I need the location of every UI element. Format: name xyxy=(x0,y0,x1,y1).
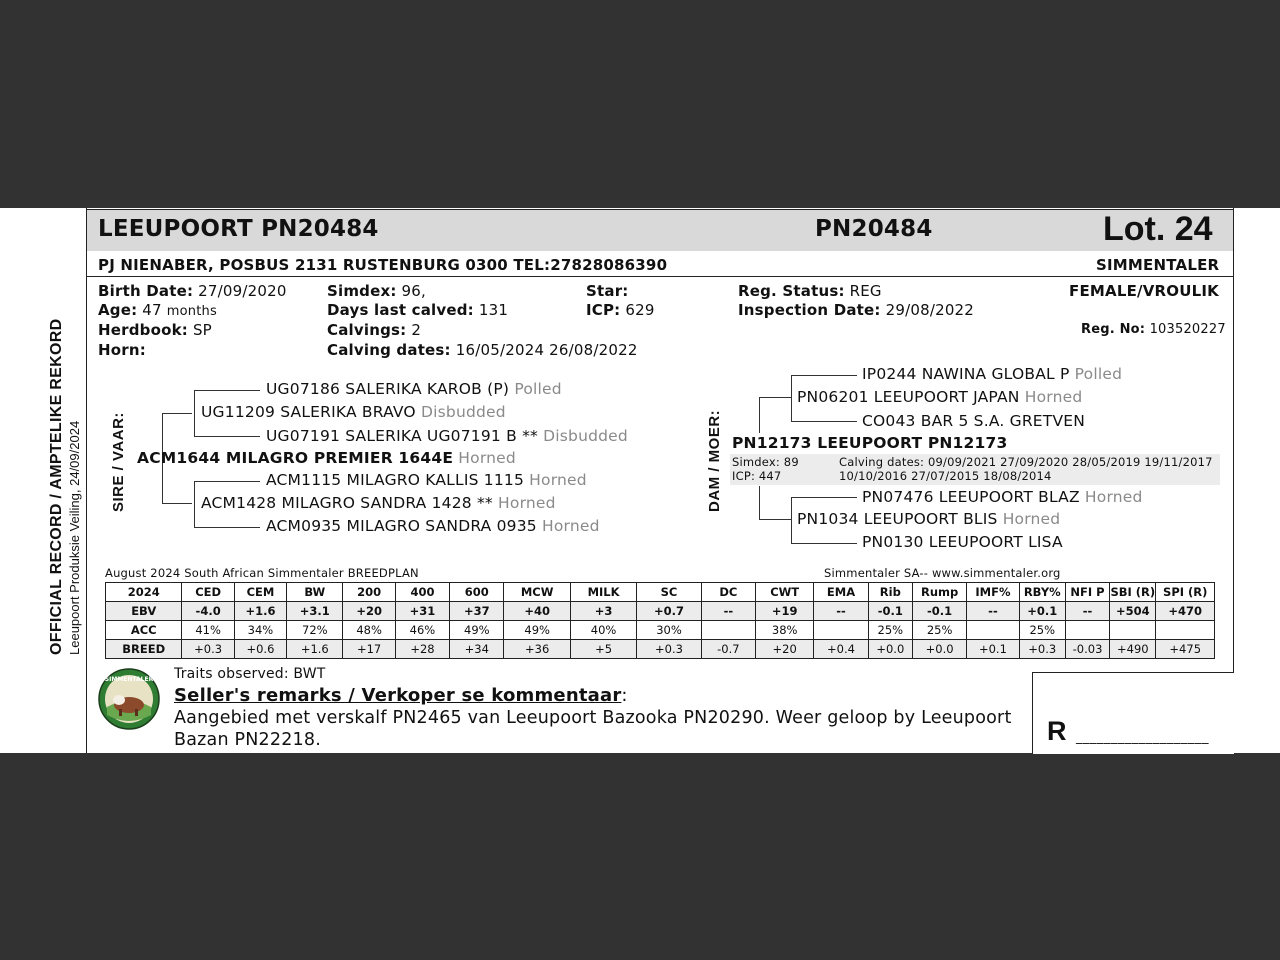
remarks-text-line2: Bazan PN22218. xyxy=(174,730,321,750)
sire-dam-branch-line xyxy=(194,481,195,528)
sire-dam: ACM1428 MILAGRO SANDRA 1428 ** Horned xyxy=(201,494,556,512)
ebv-header-row xyxy=(106,583,1215,602)
dam-label: DAM / MOER: xyxy=(706,409,723,512)
svg-text:SIMMENTALER: SIMMENTALER xyxy=(104,676,154,683)
birth-date xyxy=(98,282,287,300)
price-line[interactable]: ___________________ xyxy=(1076,730,1209,745)
ebv-cell: 30% xyxy=(637,621,701,640)
ebv-cell: +1.6 xyxy=(234,602,286,621)
ebv-cell: 34% xyxy=(234,621,286,640)
age-label: Age: xyxy=(98,301,138,319)
ebv-cell: -0.1 xyxy=(868,602,912,621)
ebv-cell: 49% xyxy=(450,621,504,640)
calvings xyxy=(327,321,421,339)
dam-dam-sire: PN07476 LEEUPOORT BLAZ Horned xyxy=(862,488,1143,506)
reg-status xyxy=(738,282,882,300)
owner-address: PJ NIENABER, POSBUS 2131 RUSTENBURG 0300 TEL:27828086390 xyxy=(98,256,668,274)
ebv-header-cell: CWT xyxy=(756,583,814,602)
horn-label: Horn: xyxy=(98,341,146,359)
sire-sire-sire: UG07186 SALERIKA KAROB (P) Polled xyxy=(266,380,562,398)
simdex-label: Simdex: xyxy=(327,282,397,300)
ebv-header-cell: RBY% xyxy=(1019,583,1065,602)
sire-sire-dam: UG07191 SALERIKA UG07191 B ** Disbudded xyxy=(266,427,628,445)
ebv-cell xyxy=(814,621,868,640)
dam-icp: ICP: 447 xyxy=(732,469,782,483)
ebv-header-cell: 600 xyxy=(450,583,504,602)
ebv-cell: +37 xyxy=(450,602,504,621)
reg-number-value: 103520227 xyxy=(1149,322,1226,337)
ebv-table xyxy=(105,582,1215,659)
dam-branch-line xyxy=(759,397,791,398)
animal-name: LEEUPOORT PN20484 xyxy=(98,216,379,242)
dam-sire: PN06201 LEEUPOORT JAPAN Horned xyxy=(797,388,1083,406)
ebv-cell: +20 xyxy=(343,602,395,621)
ebv-cell: +504 xyxy=(1110,602,1156,621)
sire-dam-dam: ACM0935 MILAGRO SANDRA 0935 Horned xyxy=(266,517,600,535)
ebv-cell: 48% xyxy=(343,621,395,640)
ebv-cell: 25% xyxy=(1019,621,1065,640)
ebv-cell: +0.7 xyxy=(637,602,701,621)
ebv-cell: +0.1 xyxy=(1019,602,1065,621)
dam-sire-dam: CO043 BAR 5 S.A. GRETVEN xyxy=(862,412,1086,430)
simdex xyxy=(327,282,426,300)
ebv-cell: -- xyxy=(1065,602,1109,621)
ebv-header-cell: CED xyxy=(182,583,234,602)
ebv-cell: +0.0 xyxy=(868,640,912,659)
sire-dam-sire: ACM1115 MILAGRO KALLIS 1115 Horned xyxy=(266,471,587,489)
dam-sire-sire: IP0244 NAWINA GLOBAL P Polled xyxy=(862,365,1123,383)
herdbook-label: Herdbook: xyxy=(98,321,188,339)
ebv-cell xyxy=(1156,621,1215,640)
sire-sire: UG11209 SALERIKA BRAVO Disbudded xyxy=(201,403,506,421)
dam-branch-line xyxy=(759,486,760,520)
remarks-title: Seller's remarks / Verkoper se kommentaar xyxy=(174,685,622,706)
ebv-cell: -- xyxy=(967,602,1019,621)
dam-sire-branch-line xyxy=(791,375,792,422)
sire-sire-branch-line xyxy=(194,390,260,391)
birth-date-value: 27/09/2020 xyxy=(198,282,287,300)
dam-dam: PN1034 LEEUPOORT BLIS Horned xyxy=(797,510,1061,528)
sire-dam-branch-line xyxy=(194,481,260,482)
breedplan-source: August 2024 South African Simmentaler BREEDPLAN xyxy=(105,566,419,580)
ebv-cell: +3 xyxy=(570,602,636,621)
official-record-title: OFFICIAL RECORD / AMPTELIKE REKORD xyxy=(48,318,65,655)
simdex-value: 96, xyxy=(401,282,426,300)
birth-date-label: Birth Date: xyxy=(98,282,194,300)
ebv-cell: +0.6 xyxy=(234,640,286,659)
ebv-cell: +0.4 xyxy=(814,640,868,659)
dam-branch-line xyxy=(759,519,791,520)
remarks-colon: : xyxy=(621,685,628,706)
dam-calving-dates-cont: 10/10/2016 27/07/2015 18/08/2014 xyxy=(839,469,1052,483)
ebv-cell: +19 xyxy=(756,602,814,621)
dam-sire-branch-line xyxy=(791,375,857,376)
ebv-cell: +470 xyxy=(1156,602,1215,621)
ebv-header-cell: CEM xyxy=(234,583,286,602)
ebv-cell: +5 xyxy=(570,640,636,659)
ebv-cell: 25% xyxy=(868,621,912,640)
auction-name: Leeupoort Produksie Veiling, 24/09/2024 xyxy=(67,420,82,655)
star-label: Star: xyxy=(586,282,629,300)
breed-row xyxy=(106,640,1215,659)
ebv-cell: +17 xyxy=(343,640,395,659)
ebv-cell: 41% xyxy=(182,621,234,640)
ebv-cell: -4.0 xyxy=(182,602,234,621)
ebv-cell: 38% xyxy=(756,621,814,640)
ebv-header-cell: Rib xyxy=(868,583,912,602)
ebv-row xyxy=(106,602,1215,621)
herdbook xyxy=(98,321,212,339)
ebv-cell: +0.3 xyxy=(637,640,701,659)
ebv-header-cell: 400 xyxy=(395,583,449,602)
ebv-cell: -0.03 xyxy=(1065,640,1109,659)
reg-status-label: Reg. Status: xyxy=(738,282,845,300)
ebv-header-cell: SPI (R) xyxy=(1156,583,1215,602)
reg-number xyxy=(1081,322,1226,337)
ebv-header-cell: Rump xyxy=(912,583,966,602)
price-currency: R xyxy=(1047,716,1067,746)
breedplan-site: Simmentaler SA-- www.simmentaler.org xyxy=(824,566,1061,580)
ebv-header-cell: DC xyxy=(701,583,755,602)
icp-label: ICP: xyxy=(586,301,621,319)
sire-dam-branch-line xyxy=(194,527,260,528)
ebv-cell: +3.1 xyxy=(287,602,343,621)
dam-sire-branch-line xyxy=(791,421,857,422)
lot-number: Lot. 24 xyxy=(1103,210,1213,248)
days-last-calved-label: Days last calved: xyxy=(327,301,474,319)
ebv-cell: +0.0 xyxy=(912,640,966,659)
age-value: 47 xyxy=(142,301,162,319)
calvings-value: 2 xyxy=(411,321,422,339)
ebv-header-cell: MILK xyxy=(570,583,636,602)
ebv-cell xyxy=(1110,621,1156,640)
remarks-heading xyxy=(174,685,628,706)
dam-dam-branch-line xyxy=(791,543,857,544)
ebv-cell: +34 xyxy=(450,640,504,659)
ebv-cell: +490 xyxy=(1110,640,1156,659)
dam-dam-branch-line xyxy=(791,497,857,498)
ebv-row-label: EBV xyxy=(106,602,182,621)
ebv-cell: +31 xyxy=(395,602,449,621)
ebv-cell: -- xyxy=(701,602,755,621)
reg-number-label: Reg. No: xyxy=(1081,322,1146,337)
sex: FEMALE/VROULIK xyxy=(1069,282,1219,300)
ebv-cell: 46% xyxy=(395,621,449,640)
ebv-cell: 49% xyxy=(504,621,570,640)
ebv-cell: -- xyxy=(814,602,868,621)
ebv-header-cell: BW xyxy=(287,583,343,602)
ebv-header-cell: 200 xyxy=(343,583,395,602)
ebv-cell: -0.1 xyxy=(912,602,966,621)
traits-observed: Traits observed: BWT xyxy=(174,666,326,682)
sire-sire-branch-line xyxy=(194,436,260,437)
ebv-cell: -0.7 xyxy=(701,640,755,659)
ebv-row-label: BREED xyxy=(106,640,182,659)
sire-branch-line xyxy=(162,413,192,414)
official-record-label xyxy=(48,319,82,655)
calving-dates-value: 16/05/2024 26/08/2022 xyxy=(455,341,638,359)
ebv-cell: 25% xyxy=(912,621,966,640)
sire-sire-branch-line xyxy=(194,390,195,437)
ebv-cell: +475 xyxy=(1156,640,1215,659)
age-unit: months xyxy=(166,304,217,319)
ebv-cell: 40% xyxy=(570,621,636,640)
ebv-header-cell: SC xyxy=(637,583,701,602)
ebv-header-cell: MCW xyxy=(504,583,570,602)
dam-dam-branch-line xyxy=(791,497,792,544)
days-last-calved-value: 131 xyxy=(478,301,509,319)
ebv-cell: +36 xyxy=(504,640,570,659)
herdbook-value: SP xyxy=(192,321,212,339)
ebv-header-cell: EMA xyxy=(814,583,868,602)
ebv-header-cell: NFI P xyxy=(1065,583,1109,602)
ebv-cell: +0.3 xyxy=(182,640,234,659)
days-last-calved xyxy=(327,301,508,319)
ebv-cell xyxy=(1065,621,1109,640)
acc-row xyxy=(106,621,1215,640)
sire-branch-line xyxy=(162,503,192,504)
ebv-header-cell: SBI (R) xyxy=(1110,583,1156,602)
dam-simdex: Simdex: 89 xyxy=(732,455,799,469)
icp xyxy=(586,301,655,319)
inspection-date xyxy=(738,301,974,319)
dam-calving-dates: Calving dates: 09/09/2021 27/09/2020 28/05/2019 19/11/2017 xyxy=(839,455,1213,469)
simmentaler-logo xyxy=(97,667,161,731)
animal-id: PN20484 xyxy=(815,216,933,242)
ebv-cell: +40 xyxy=(504,602,570,621)
ebv-cell: +20 xyxy=(756,640,814,659)
ebv-row-label: ACC xyxy=(106,621,182,640)
dam-dam-dam: PN0130 LEEUPOORT LISA xyxy=(862,533,1063,551)
ebv-cell xyxy=(967,621,1019,640)
ebv-cell: +0.1 xyxy=(967,640,1019,659)
calving-dates xyxy=(327,341,638,359)
ebv-header-cell: IMF% xyxy=(967,583,1019,602)
age xyxy=(98,301,217,319)
dam-name: PN12173 LEEUPOORT PN12173 xyxy=(732,434,1008,452)
calving-dates-label: Calving dates: xyxy=(327,341,451,359)
remarks-text-line1: Aangebied met verskalf PN2465 van Leeupoort Bazooka PN20290. Weer geloop by Leeupoort xyxy=(174,708,1012,728)
ebv-header-cell: 2024 xyxy=(106,583,182,602)
dam-branch-line xyxy=(759,397,760,433)
icp-value: 629 xyxy=(625,301,655,319)
sire-name: ACM1644 MILAGRO PREMIER 1644E Horned xyxy=(137,449,516,467)
ebv-cell: +28 xyxy=(395,640,449,659)
breed-name: SIMMENTALER xyxy=(1096,256,1220,274)
calvings-label: Calvings: xyxy=(327,321,407,339)
reg-status-value: REG xyxy=(849,282,882,300)
ebv-cell xyxy=(701,621,755,640)
sire-label: SIRE / VAAR: xyxy=(110,412,127,512)
inspection-date-label: Inspection Date: xyxy=(738,301,881,319)
ebv-cell: 72% xyxy=(287,621,343,640)
ebv-cell: +0.3 xyxy=(1019,640,1065,659)
ebv-cell: +1.6 xyxy=(287,640,343,659)
inspection-date-value: 29/08/2022 xyxy=(885,301,975,319)
